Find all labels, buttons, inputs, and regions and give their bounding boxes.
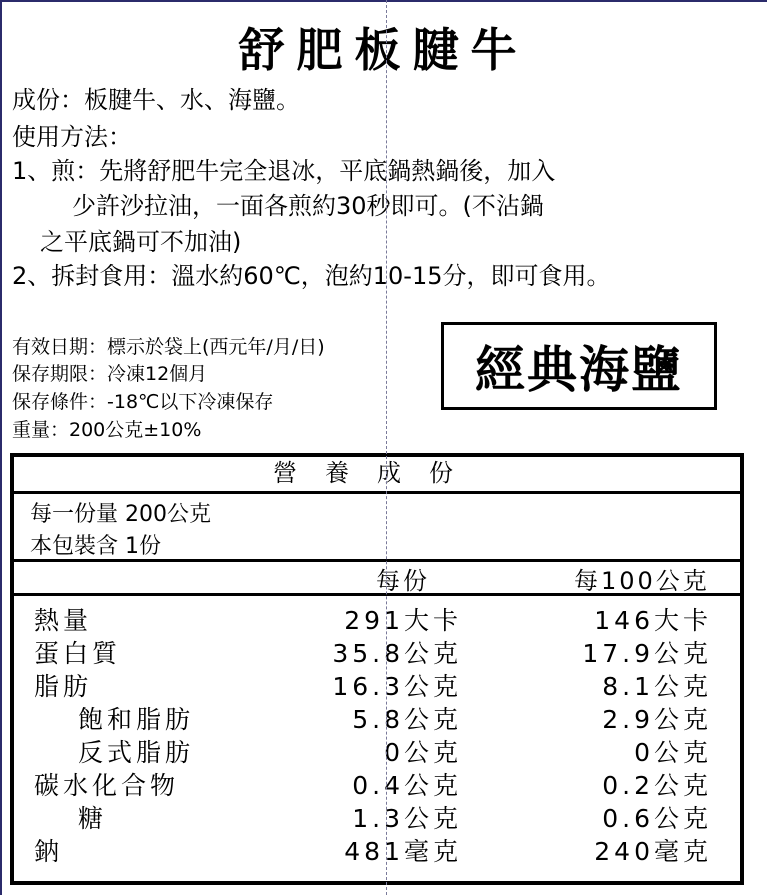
- shelf-life-line: 保存期限：冷凍12個月: [12, 363, 208, 385]
- column-header-divider: [14, 593, 740, 596]
- step1-line2: 少許沙拉油，一面各煎約30秒即可。(不沾鍋: [72, 192, 544, 220]
- nutrient-per-100g: 2.9公克: [602, 705, 712, 734]
- nutrient-row-sugar: [14, 799, 740, 832]
- nutrient-per-serving: 5.8公克: [352, 705, 462, 734]
- nutrient-name: 糖: [78, 804, 108, 833]
- nutrition-heading: 營養成份: [14, 457, 740, 494]
- step1-line3: 之平底鍋可不加油): [40, 228, 242, 256]
- nutrient-row-protein: [14, 634, 740, 667]
- column-header-per-serving: 每份: [376, 567, 430, 595]
- nutrient-name: 蛋白質: [34, 639, 122, 668]
- instructions-title: 使用方法：: [12, 123, 132, 151]
- nutrient-row-saturated-fat: [14, 700, 740, 733]
- nutrient-name: 飽和脂肪: [78, 705, 195, 734]
- nutrient-name: 鈉: [34, 837, 64, 866]
- nutrient-name: 脂肪: [34, 672, 93, 701]
- frame-left-border: [0, 0, 2, 895]
- nutrient-per-serving: 481毫克: [344, 837, 462, 866]
- step1-line1: 1、煎：先將舒肥牛完全退冰，平底鍋熱鍋後，加入: [12, 157, 556, 185]
- nutrition-facts-panel: [10, 453, 744, 885]
- step2-line: 2、拆封食用：溫水約60℃，泡約10-15分，即可食用。: [12, 262, 611, 290]
- nutrient-per-serving: 16.3公克: [332, 672, 462, 701]
- nutrient-name: 反式脂肪: [78, 738, 195, 767]
- nutrient-row-sodium: [14, 832, 740, 865]
- nutrient-row-fat: [14, 667, 740, 700]
- serving-size: 每一份量 200公克: [30, 502, 211, 527]
- expiry-date-line: 有效日期：標示於袋上(西元年/月/日): [12, 336, 325, 358]
- nutrient-per-serving: 0.4公克: [352, 771, 462, 800]
- nutrient-per-serving: 0公克: [384, 738, 462, 767]
- nutrient-row-trans-fat: [14, 733, 740, 766]
- nutrient-per-100g: 240毫克: [594, 837, 712, 866]
- nutrient-per-serving: 35.8公克: [332, 639, 462, 668]
- nutrient-per-serving: 1.3公克: [352, 804, 462, 833]
- product-title: 舒肥板腱牛: [238, 23, 529, 77]
- net-weight-line: 重量：200公克±10%: [12, 419, 202, 441]
- nutrient-per-100g: 146大卡: [594, 606, 712, 635]
- nutrient-name: 熱量: [34, 606, 93, 635]
- nutrient-name: 碳水化合物: [34, 771, 180, 800]
- nutrient-per-100g: 0公克: [634, 738, 712, 767]
- flavor-stamp: [441, 322, 717, 410]
- center-guide-line: [386, 0, 387, 895]
- storage-condition-line: 保存條件：-18℃以下冷凍保存: [12, 391, 274, 413]
- nutrient-per-100g: 0.6公克: [602, 804, 712, 833]
- nutrient-per-100g: 17.9公克: [582, 639, 712, 668]
- nutrient-row-carbohydrate: [14, 766, 740, 799]
- nutrient-per-serving: 291大卡: [344, 606, 462, 635]
- nutrient-per-100g: 8.1公克: [602, 672, 712, 701]
- nutrient-row-calories: [14, 601, 740, 634]
- servings-per-pack: 本包裝含 1份: [30, 534, 161, 559]
- flavor-stamp-text: 經典海鹽: [475, 340, 683, 399]
- column-header-per-100g: 每100公克: [574, 567, 710, 595]
- frame-top-border: [0, 0, 767, 2]
- nutrient-per-100g: 0.2公克: [602, 771, 712, 800]
- ingredients-line: 成份：板腱牛、水、海鹽。: [12, 86, 300, 114]
